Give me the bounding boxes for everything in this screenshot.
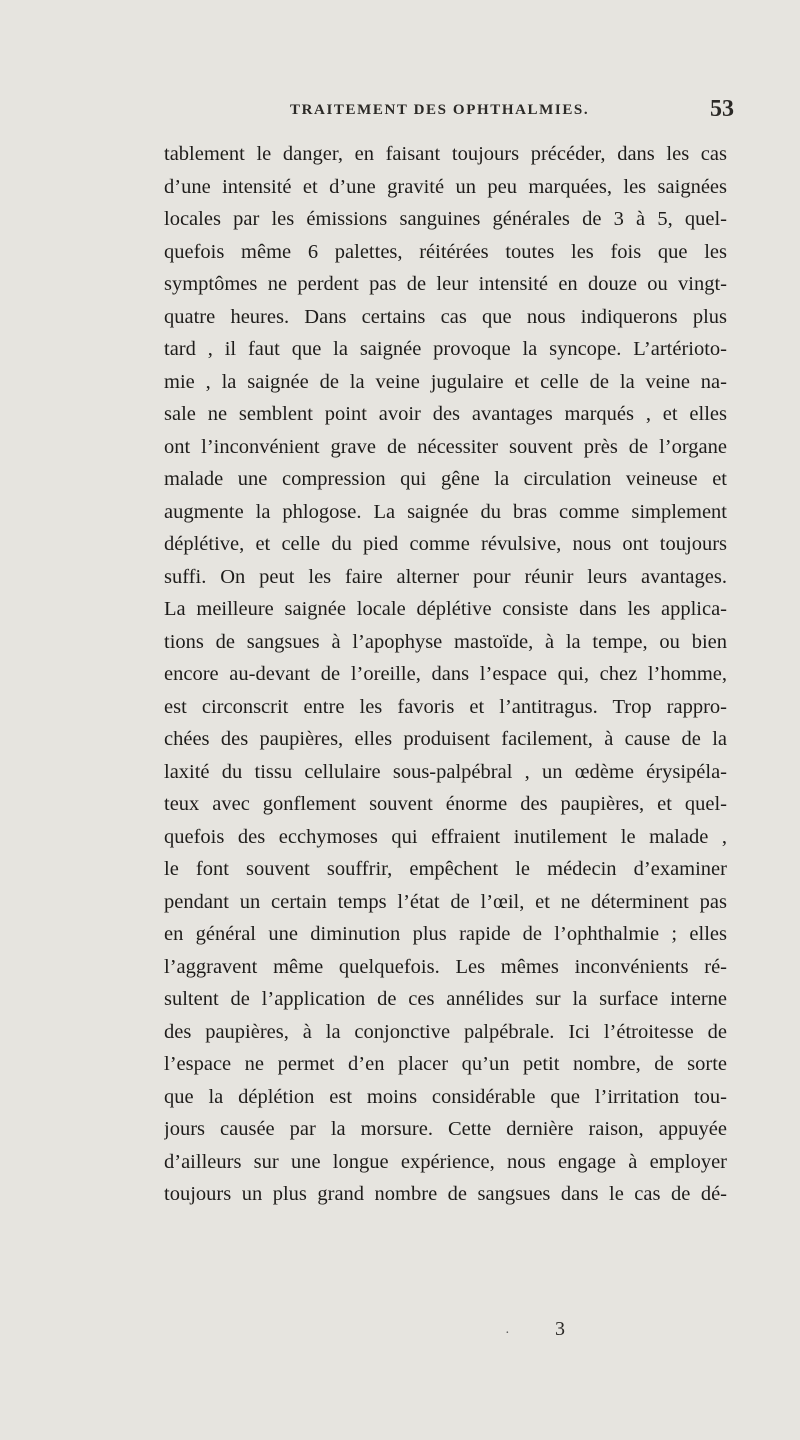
text-line: suffi. On peut les faire alterner pour réunir leurs avantages. — [164, 565, 727, 588]
text-line: toujours un plus grand nombre de sangsues dans le cas de dé- — [164, 1183, 727, 1205]
text-line: teux avec gonflement souvent énorme des paupières, et quel- — [164, 793, 727, 815]
text-line: mie , la saignée de la veine jugulaire et celle de la veine na- — [164, 370, 727, 393]
text-line: encore au-devant de l’oreille, dans l’espace qui, chez l’homme, — [164, 663, 727, 685]
text-line: d’ailleurs sur une longue expérience, nous engage à employer — [164, 1150, 727, 1173]
text-line: sale ne semblent point avoir des avantages marqués , et elles — [164, 403, 727, 425]
signature-mark: 3 — [555, 1318, 565, 1340]
text-line: jours causée par la morsure. Cette dernière raison, appuyée — [164, 1118, 727, 1140]
text-line: quefois des ecchymoses qui effraient inutilement le malade , — [164, 825, 727, 848]
text-line: locales par les émissions sanguines générales de 3 à 5, quel- — [164, 208, 727, 230]
page-number: 53 — [710, 96, 734, 122]
text-line: l’aggravent même quelquefois. Les mêmes inconvénients ré- — [164, 955, 727, 978]
running-header — [0, 96, 800, 126]
text-line: laxité du tissu cellulaire sous-palpébral , un œdème érysipéla- — [164, 760, 727, 783]
text-line: chées des paupières, elles produisent facilement, à cause de la — [164, 728, 727, 750]
body-text — [164, 138, 727, 1211]
text-line: malade une compression qui gêne la circulation veineuse et — [164, 468, 727, 490]
text-line: augmente la phlogose. La saignée du bras comme simplement — [164, 500, 727, 523]
text-line: d’une intensité et d’une gravité un peu marquées, les saignées — [164, 175, 727, 198]
text-line: La meilleure saignée locale déplétive consiste dans les applica- — [164, 598, 727, 620]
text-line: tard , il faut que la saignée provoque la syncope. L’artérioto- — [164, 338, 727, 360]
stray-mark: · — [505, 1326, 510, 1341]
text-line: quefois même 6 palettes, réitérées toutes les fois que les — [164, 240, 727, 263]
text-line: des paupières, à la conjonctive palpébrale. Ici l’étroitesse de — [164, 1020, 727, 1043]
text-line: ont l’inconvénient grave de nécessiter souvent près de l’organe — [164, 435, 727, 458]
running-title: TRAITEMENT DES OPHTHALMIES. — [290, 102, 590, 118]
text-line: est circonscrit entre les favoris et l’antitragus. Trop rappro- — [164, 695, 727, 718]
text-line: quatre heures. Dans certains cas que nous indiquerons plus — [164, 305, 727, 328]
text-line: pendant un certain temps l’état de l’œil, et ne déterminent pas — [164, 890, 727, 913]
text-line: l’espace ne permet d’en placer qu’un petit nombre, de sorte — [164, 1053, 727, 1075]
text-line: tablement le danger, en faisant toujours précéder, dans les cas — [164, 143, 727, 165]
text-line: que la déplétion est moins considérable que l’irritation tou- — [164, 1085, 727, 1108]
text-line: tions de sangsues à l’apophyse mastoïde, à la tempe, ou bien — [164, 630, 727, 653]
text-line: déplétive, et celle du pied comme révulsive, nous ont toujours — [164, 533, 727, 555]
text-line: en général une diminution plus rapide de l’ophthalmie ; elles — [164, 923, 727, 945]
text-line: le font souvent souffrir, empêchent le médecin d’examiner — [164, 858, 727, 880]
text-line: sultent de l’application de ces annélides sur la surface interne — [164, 988, 727, 1010]
text-line: symptômes ne perdent pas de leur intensité en douze ou vingt- — [164, 273, 727, 295]
